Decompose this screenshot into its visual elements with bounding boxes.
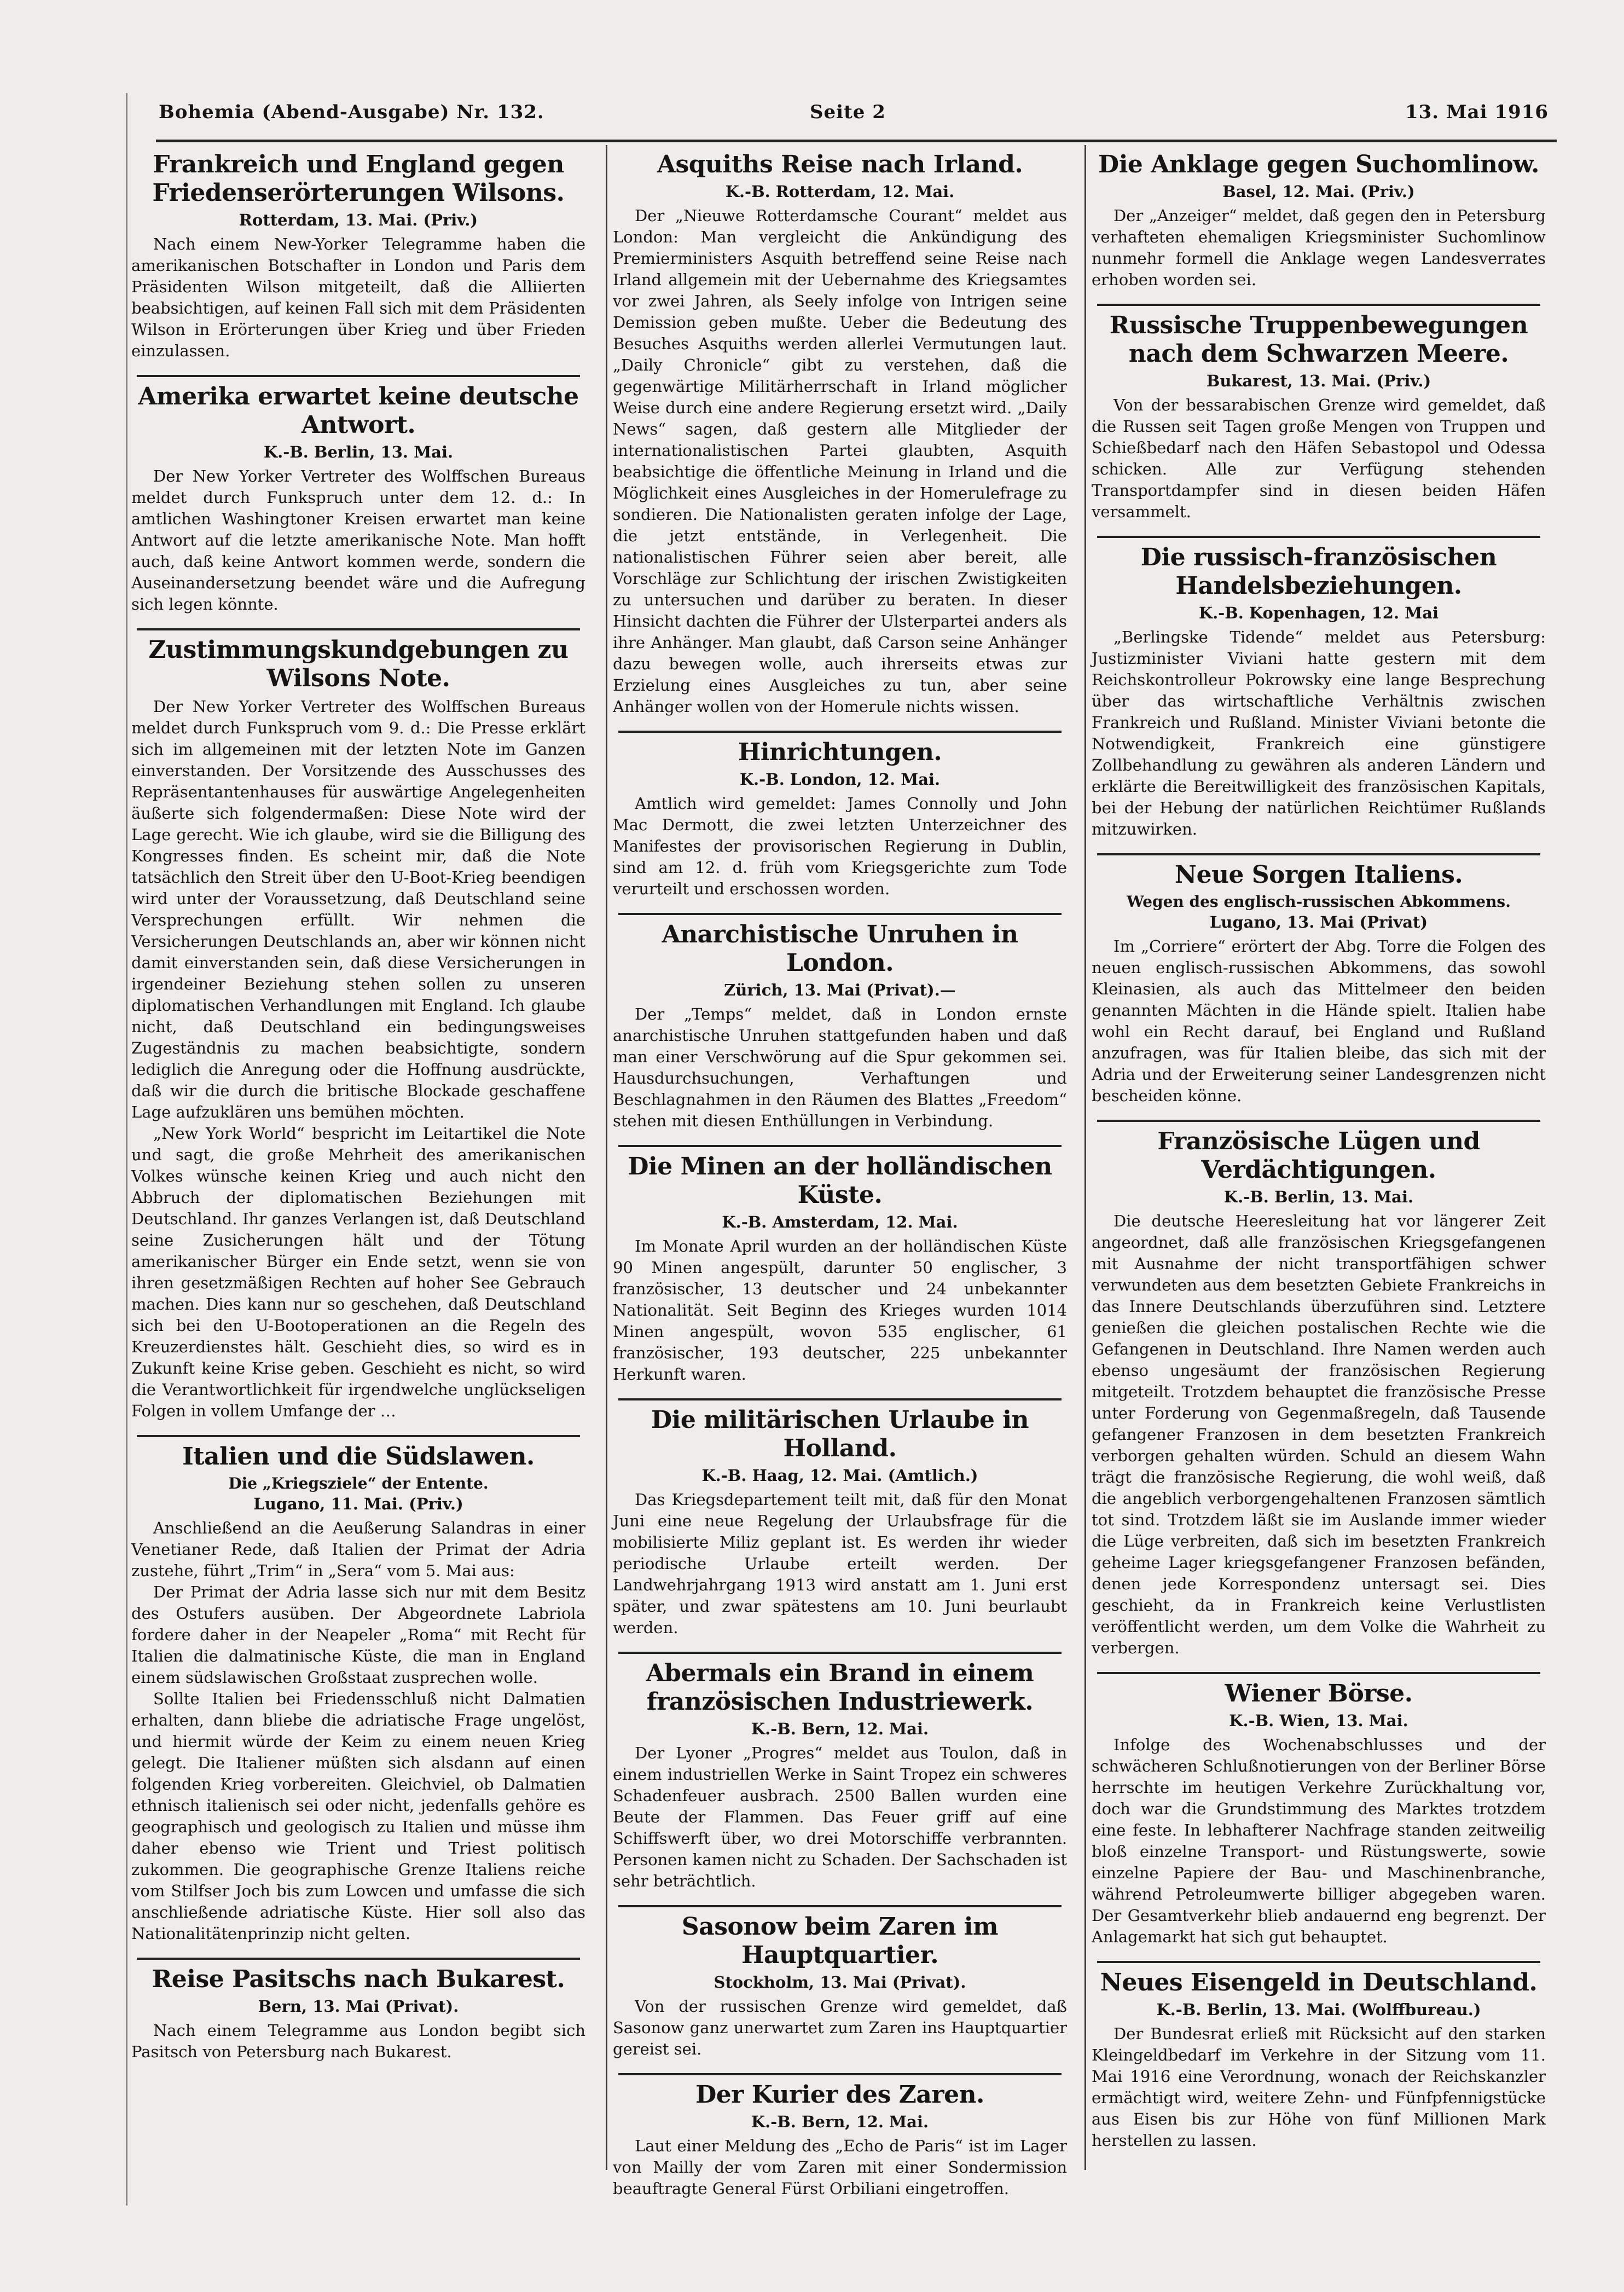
article-headline: Anarchistische Unruhen in London.: [662, 921, 1018, 977]
article-paragraph: „Berlingske Tidende“ meldet aus Petersburg: Justizminister Viviani hatte gestern mit dem Reichskontrolleur Pokrowsky eine lange Besprechung über das wirtschaftliche Verhältnis zwischen Frankreich und Rußland. Minister Viviani betonte die Notwendigkeit, Frankreich eine günstigere Zollbehandlung zu gewähren als anderen Ländern und erklärte die Bereitwilligkeit des französischen Kapitals, bei der Hebung der natürlichen Reichtümer Rußlands mitzuwirken.: [1092, 628, 1546, 838]
article-dateline: Rotterdam, 13. Mai. (Priv.): [239, 211, 478, 229]
article-separator: [618, 1398, 1062, 1400]
article-separator: [1097, 304, 1540, 306]
article-headline: Amerika erwartet keine deutsche Antwort.: [138, 383, 579, 439]
article: [1092, 1127, 1546, 1659]
article-dateline: Stockholm, 13. Mai (Privat).: [714, 1973, 966, 1992]
article: [613, 2081, 1067, 2200]
article-headline: Wiener Börse.: [1225, 1680, 1413, 1708]
article-dateline: Bukarest, 13. Mai. (Priv.): [1206, 372, 1431, 390]
article-paragraph: Der Primat der Adria lasse sich nur mit dem Besitz des Ostufers ausüben. Der Abgeordnete Labriola fordere daher in der Neapeler „Roma“ mit Recht für Italien die dalmatinische Küste, die man in England einem südslawischen Großstaat zusprechen wolle.: [131, 1583, 585, 1687]
article: [613, 1153, 1067, 1385]
article-dateline: K.-B. Berlin, 13. Mai. (Wolffbureau.): [1156, 2000, 1481, 2019]
article: [1092, 311, 1546, 523]
article-headline: Die militärischen Urlaube in Holland.: [651, 1406, 1029, 1462]
article-dateline: K.-B. Kopenhagen, 12. Mai: [1198, 604, 1439, 622]
article-separator: [618, 1652, 1062, 1654]
article-headline: Reise Pasitschs nach Bukarest.: [152, 1965, 565, 1993]
article: [613, 1913, 1067, 2060]
article: [131, 636, 585, 1422]
article-separator: [1097, 1120, 1540, 1122]
article-dateline: Lugano, 13. Mai (Privat): [1209, 913, 1428, 931]
header-publication: Bohemia (Abend-Ausgabe) Nr. 132.: [159, 101, 544, 123]
article: [131, 383, 585, 615]
article-dateline: K.-B. Wien, 13. Mai.: [1229, 1711, 1408, 1730]
article-headline: Neue Sorgen Italiens.: [1174, 861, 1463, 889]
article-paragraph: Nach einem New-Yorker Telegramme haben die amerikanischen Botschafter in London und Paris dem Präsidenten Wilson mitgeteilt, daß die Alliierten beabsichtigen, auf keinen Fall sich mit dem Präsidenten Wilson in Erörterungen über Krieg und über Frieden einzulassen.: [131, 235, 585, 360]
article: [1092, 543, 1546, 840]
article-dateline: K.-B. Bern, 12. Mai.: [751, 1720, 929, 1738]
header-page-number: Seite 2: [810, 101, 886, 123]
article-headline: Französische Lügen und Verdächtigungen.: [1157, 1127, 1480, 1184]
article-dateline: K.-B. Amsterdam, 12. Mai.: [722, 1213, 958, 1231]
article-paragraph: Anschließend an die Aeußerung Salandras in einer Venetianer Rede, daß Italien der Primat der Adria zustehe, führt „Trim“ in „Sera“ vom 5. Mai aus:: [131, 1519, 585, 1580]
article-paragraph: Amtlich wird gemeldet: James Connolly und John Mac Dermott, die zwei letzten Unterzeichner des Manifestes der provisorischen Regierung in Dublin, sind am 12. d. früh vom Kriegsgerichte zum Tode verurteilt und erschossen worden.: [613, 794, 1067, 898]
article-dateline: K.-B. Rotterdam, 12. Mai.: [725, 182, 955, 201]
column-3: [1092, 145, 1546, 2164]
article-paragraph: Der New Yorker Vertreter des Wolffschen Bureaus meldet durch Funkspruch unter dem 12. d.: In amtlichen Washingtoner Kreisen erwartet man keine Antwort auf die letzte amerikanische Note. Man hofft auch, daß keine Antwort kommen werde, sondern die Auseinandersetzung beendet wäre und die Aufregung sich legen könnte.: [131, 467, 585, 613]
article: [613, 151, 1067, 717]
article: [131, 1443, 585, 1944]
article: [131, 151, 585, 362]
article-headline: Frankreich und England gegen Friedenserörterungen Wilsons.: [152, 151, 565, 207]
article: [131, 1965, 585, 2063]
article-headline: Der Kurier des Zaren.: [695, 2081, 984, 2109]
article-paragraph: Nach einem Telegramme aus London begibt sich Pasitsch von Petersburg nach Bukarest.: [131, 2021, 585, 2061]
article-paragraph: Sollte Italien bei Friedensschluß nicht Dalmatien erhalten, dann bliebe die adriatische Frage ungelöst, und hiermit würde der Keim zu einem neuen Krieg gelegt. Die Italiener müßten sich alsdann auf einen folgenden Krieg vorbereiten. Gleichviel, ob Dalmatien ethnisch italienisch sei oder nicht, jedenfalls gehöre es geographisch und geologisch zu Italien und müsse ihm daher ebenso wie Trient und Triest politisch zukommen. Die geographische Grenze Italiens reiche vom Stilfser Joch bis zum Lowcen und umfasse die sich anschließende adriatische Küste. Hier soll also das Nationalitätenprinzip nicht gelten.: [131, 1689, 585, 1943]
article-headline: Die Minen an der holländischen Küste.: [628, 1153, 1052, 1209]
article-separator: [1097, 1672, 1540, 1674]
article-dateline: K.-B. Bern, 12. Mai.: [751, 2112, 929, 2131]
article-separator: [137, 1958, 580, 1960]
column-divider: [606, 145, 607, 2170]
article-dateline: Lugano, 11. Mai. (Priv.): [253, 1495, 463, 1513]
article-paragraph: Das Kriegsdepartement teilt mit, daß für den Monat Juni eine neue Regelung der Urlaubsfrage für die mobilisierte Miliz geplant ist. Es werden ihr wieder periodische Urlaube erteilt werden. Der Landwehrjahrgang 1913 wird anstatt am 1. Juni erst später, und zwar spätestens am 10. Juni beurlaubt werden.: [613, 1490, 1067, 1637]
article-dateline: Basel, 12. Mai. (Priv.): [1222, 182, 1415, 201]
article-separator: [618, 731, 1062, 733]
article-headline: Sasonow beim Zaren im Hauptquartier.: [681, 1913, 999, 1969]
article: [613, 1659, 1067, 1892]
article-paragraph: „New York World“ bespricht im Leitartikel die Note und sagt, die große Mehrheit des amerikanischen Volkes wünsche keinen Krieg und auch nicht den Abbruch der diplomatischen Beziehungen mit Deutschland. Ihr ganzes Verlangen ist, daß Deutschland seine Zusicherungen hält und der Tötung amerikanischer Bürger ein Ende setzt, wenn sie von ihren gesetzmäßigen Rechten auf hoher See Gebrauch machen. Dies kann nur so geschehen, daß Deutschland sich bei den U-Bootoperationen an die Regeln des Kreuzerdienstes hält. Geschieht dies, so wird es in Zukunft keine Krise geben. Geschieht es nicht, so wird die Verantwortlichkeit für irgendwelche unglückseligen Folgen in vollem Umfange der …: [131, 1124, 585, 1420]
article-paragraph: Im Monate April wurden an der holländischen Küste 90 Minen angespült, darunter 50 englischer, 3 französischer, 13 deutscher und 24 unbekannter Nationalität. Seit Beginn des Krieges wurden 1014 Minen angespült, wovon 535 englischer, 61 französischer, 193 deutscher, 225 unbekannter Herkunft waren.: [613, 1237, 1067, 1384]
article-separator: [618, 2073, 1062, 2075]
article-headline: Neues Eisengeld in Deutschland.: [1100, 1969, 1538, 1996]
article-paragraph: Die deutsche Heeresleitung hat vor längerer Zeit angeordnet, daß alle französischen Kriegsgefangenen mit Ausnahme der nicht transportfähigen schwer verwundeten aus dem besetzten Gebiete Frankreichs in das Innere Deutschlands überzuführen sind. Letztere genießen die gleichen postalischen Rechte wie die Gefangenen in Deutschland. Ihre Namen werden auch ebenso ungesäumt der französischen Regierung mitgeteilt. Trotzdem behauptet die französische Presse unter Forderung von Gegenmaßregeln, daß Tausende gefangener Franzosen in dem besetzten Frankreich verborgen gehalten würden. Schuld an diesem Wahn trägt die französische Regierung, die wohl weiß, daß die angeblich verborgengehaltenen Franzosen sämtlich tot sind. Trotzdem läßt sie im Auslande immer wieder die Lüge verbreiten, daß sich im besetzten Frankreich geheime Lager kriegsgefangener Franzosen befänden, denen jede Korrespondenz untersagt sei. Dies geschieht, da in Frankreich keine Verlustlisten veröffentlicht werden, um dem Volke die Wahrheit zu verbergen.: [1092, 1212, 1546, 1657]
article-paragraph: Der „Nieuwe Rotterdamsche Courant“ meldet aus London: Man vergleicht die Ankündigung des Premierministers Asquith betreffend seine Reise nach Irland allgemein mit der Uebernahme des Kriegsamtes vor zwei Jahren, als Seely infolge von Intrigen seine Demission geben mußte. Ueber die Bedeutung des Besuches Asquiths werden allerlei Vermutungen laut. „Daily Chronicle“ gibt zu verstehen, daß die gegenwärtige Militärherrschaft in Irland möglicher Weise durch eine andere Regierung ersetzt wird. „Daily News“ sagen, daß gestern alle Mitglieder der internationalistischen Partei glaubten, Asquith beabsichtige die öffentliche Meinung in Irland und die Möglichkeit eines Ausgleiches in der Homerulefrage zu sondieren. Die Nationalisten geraten infolge der Lage, die jetzt entstände, in Verlegenheit. Die nationalistischen Führer seien aber bereit, alle Vorschläge zur Schlichtung der irischen Zwistigkeiten zu untersuchen und darüber zu beraten. In dieser Hinsicht dachten die Führer der Ulsterpartei anders als ihre Anhänger. Man glaubt, daß Carson seine Anhänger dazu bewegen wolle, auch ihrerseits etwas zur Erzielung eines Ausgleiches zu tun, aber seine Anhänger wollen von der Homerule nichts wissen.: [613, 206, 1067, 716]
article-separator: [1097, 1961, 1540, 1963]
article-paragraph: Infolge des Wochenabschlusses und der schwächeren Schlußnotierungen von der Berliner Börse herrschte im heutigen Verkehre Zurückhaltung vor, doch war die Grundstimmung des Marktes trotzdem eine feste. In lebhafterer Nachfrage standen zeitweilig bloß einzelne Transport- und Rüstungswerte, sowie einzelne Papiere der Bau- und Maschinenbranche, während Petroleumwerte billiger abgegeben waren. Der Gesamtverkehr blieb andauernd eng begrenzt. Der Anlagemarkt hat sich gut behauptet.: [1092, 1735, 1546, 1946]
article-paragraph: Laut einer Meldung des „Echo de Paris“ ist im Lager von Mailly der vom Zaren mit einer Sondermission beauftragte General Fürst Orbiliani eingetroffen.: [613, 2137, 1067, 2198]
article: [613, 1406, 1067, 1639]
article-separator: [618, 1145, 1062, 1147]
article-subheadline: Die „Kriegsziele“ der Entente.: [228, 1474, 489, 1492]
article-paragraph: Von der russischen Grenze wird gemeldet, daß Sasonow ganz unerwartet zum Zaren ins Hauptquartier gereist sei.: [613, 1997, 1067, 2058]
article-paragraph: Von der bessarabischen Grenze wird gemeldet, daß die Russen seit Tagen große Mengen von Truppen und Schießbedarf nach den Häfen Sebastopol und Odessa schicken. Alle zur Verfügung stehenden Transportdampfer sind in diesen beiden Häfen versammelt.: [1092, 396, 1546, 521]
article-separator: [137, 375, 580, 377]
column-divider: [1084, 145, 1086, 2170]
article-headline: Abermals ein Brand in einem französischen Industriewerk.: [646, 1659, 1034, 1716]
article-paragraph: Der Lyoner „Progres“ meldet aus Toulon, daß in einem industriellen Werke in Saint Tropez ein schweres Schadenfeuer ausbrach. 2500 Ballen wurden eine Beute der Flammen. Das Feuer griff auf eine Schiffswerft über, wo drei Motorschiffe verbrannten. Personen kamen nicht zu Schaden. Der Sachschaden ist sehr beträchtlich.: [613, 1744, 1067, 1890]
article-dateline: K.-B. London, 12. Mai.: [739, 770, 941, 789]
article: [1092, 861, 1546, 1107]
article-separator: [1097, 853, 1540, 855]
article-headline: Italien und die Südslawen.: [182, 1443, 535, 1471]
column-1: [131, 145, 585, 2076]
article-paragraph: Im „Corriere“ erörtert der Abg. Torre die Folgen des neuen englisch-russischen Abkommens, das sowohl Kleinasien, als auch das Mittelmeer den beiden genannten Mächten in die Hände spielt. Italien habe wohl ein Recht darauf, bei England und Rußland anzufragen, was für Italien bleibe, das sich mit der Adria und der Erweiterung seiner Landesgrenzen nicht bescheiden könne.: [1092, 937, 1546, 1105]
article: [613, 738, 1067, 900]
header-rule: [156, 140, 1557, 142]
article-separator: [1097, 536, 1540, 538]
article: [613, 921, 1067, 1132]
article-paragraph: Der New Yorker Vertreter des Wolffschen Bureaus meldet durch Funkspruch vom 9. d.: Die Presse erklärt sich im allgemeinen mit der letzten Note im Ganzen einverstanden. Der Vorsitzende des Ausschusses des Repräsentantenhauses für auswärtige Angelegenheiten äußerte sich folgendermaßen: Diese Note wird der Lage gerecht. Wie ich glaube, wird sie die Billigung des Kongresses finden. Es scheint mir, daß die Note tatsächlich den Streit über den U-Boot-Krieg beendigen wird unter der Voraussetzung, daß Deutschland seine Versprechungen erfüllt. Wir nehmen die Versicherungen Deutschlands an, aber wir können nicht damit einverstanden sein, daß diese Versicherungen in irgendeiner Beziehung stehen sollen zu unseren diplomatischen Verhandlungen mit England. Ich glaube nicht, daß Deutschland ein bedingungsweises Zugeständnis zu machen beabsichtigte, sondern lediglich die Anregung oder die Hoffnung ausdrückte, daß wir die durch die britische Blockade geschaffene Lage aufzuklären uns bemühen möchten.: [131, 697, 585, 1121]
article-dateline: Bern, 13. Mai (Privat).: [258, 1997, 459, 2016]
article-paragraph: Der Bundesrat erließ mit Rücksicht auf den starken Kleingeldbedarf im Verkehre in der Sitzung vom 11. Mai 1916 eine Verordnung, wonach der Reichskanzler ermächtigt wird, weitere Zehn- und Fünfpfennigstücke aus Eisen bis zur Höhe von fünf Millionen Mark herstellen zu lassen.: [1092, 2024, 1546, 2150]
article-headline: Die russisch-französischen Handelsbeziehungen.: [1140, 543, 1497, 600]
article: [1092, 151, 1546, 291]
page-header: [159, 101, 1548, 134]
article-headline: Russische Truppenbewegungen nach dem Schwarzen Meere.: [1109, 311, 1528, 368]
article-separator: [137, 628, 580, 630]
column-2: [613, 145, 1067, 2213]
article-paragraph: Der „Temps“ meldet, daß in London ernste anarchistische Unruhen stattgefunden haben und daß man einer Verschwörung auf die Spur gekommen sei. Hausdurchsuchungen, Verhaftungen und Beschlagnahmen in den Räumen des Blattes „Freedom“ stehen mit diesen Enthüllungen in Verbindung.: [613, 1005, 1067, 1130]
article: [1092, 1680, 1546, 1948]
article-subheadline: Wegen des englisch-russischen Abkommens.: [1127, 893, 1511, 911]
article-separator: [137, 1435, 580, 1437]
article-dateline: K.-B. Berlin, 13. Mai.: [263, 443, 454, 461]
article-dateline: K.-B. Berlin, 13. Mai.: [1223, 1188, 1414, 1206]
article-separator: [618, 1905, 1062, 1907]
article: [1092, 1969, 1546, 2151]
article-dateline: K.-B. Haag, 12. Mai. (Amtlich.): [701, 1466, 978, 1485]
article-paragraph: Der „Anzeiger“ meldet, daß gegen den in Petersburg verhafteten ehemaligen Kriegsminister Suchomlinow nunmehr formell die Anklage wegen Landesverrates erhoben worden sei.: [1092, 206, 1546, 289]
article-headline: Die Anklage gegen Suchomlinow.: [1098, 151, 1539, 178]
article-separator: [618, 913, 1062, 915]
article-headline: Hinrichtungen.: [738, 738, 942, 766]
article-headline: Asquiths Reise nach Irland.: [657, 151, 1023, 178]
header-date: 13. Mai 1916: [1405, 101, 1548, 123]
article-dateline: Zürich, 13. Mai (Privat).—: [724, 981, 956, 999]
article-headline: Zustimmungskundgebungen zu Wilsons Note.: [148, 636, 569, 692]
